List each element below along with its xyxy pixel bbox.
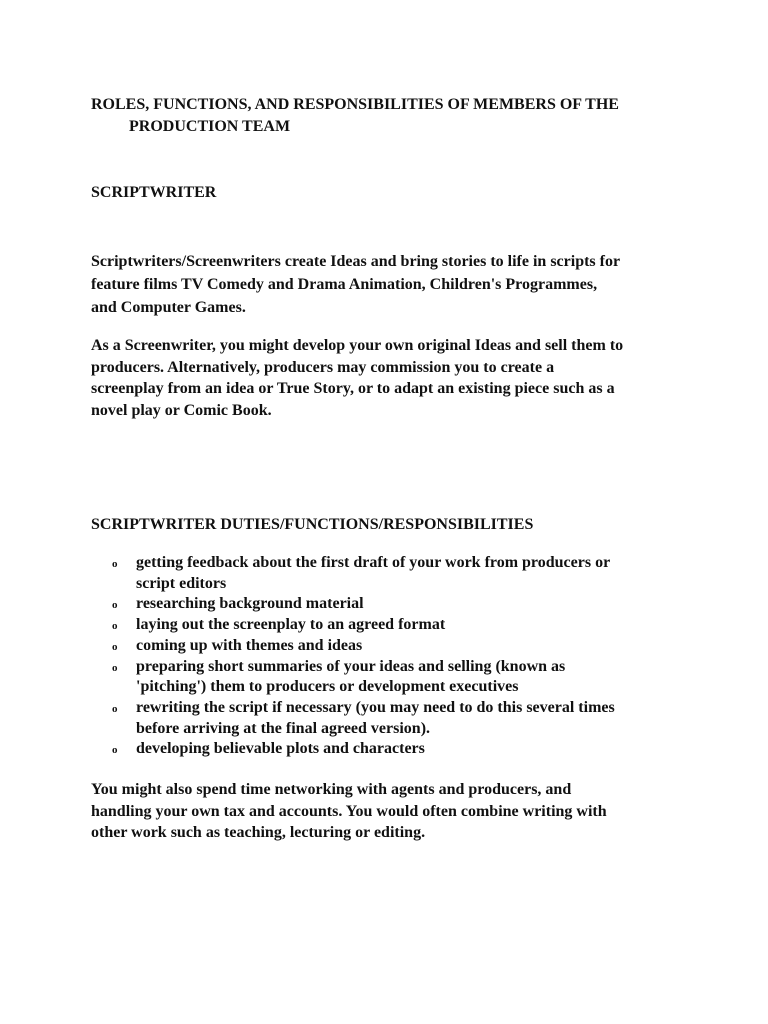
list-item-text: researching background material: [136, 595, 364, 613]
intro-line: and Computer Games.: [91, 299, 246, 316]
title-line-1: ROLES, FUNCTIONS, AND RESPONSIBILITIES OF MEMBERS OF THE: [91, 96, 619, 113]
closing-paragraph: [91, 779, 691, 844]
document-title: [91, 94, 691, 138]
duties-list: [91, 553, 691, 760]
list-item: [91, 553, 691, 594]
paragraph-line: novel play or Comic Book.: [91, 401, 272, 419]
closing-line: handling your own tax and accounts. You would often combine writing with: [91, 802, 607, 820]
list-item: [91, 636, 691, 657]
paragraph-line: screenplay from an idea or True Story, or to adapt an existing piece such as a: [91, 380, 615, 397]
list-item: [91, 698, 691, 739]
list-item: [91, 615, 691, 636]
list-item-text: 'pitching') them to producers or development executives: [136, 678, 519, 696]
list-item-text: script editors: [136, 574, 227, 592]
list-item-text: getting feedback about the first draft of your work from producers or: [136, 554, 611, 571]
intro-paragraph: [91, 250, 691, 319]
intro-line: Scriptwriters/Screenwriters create Ideas and bring stories to life in scripts for: [91, 253, 621, 270]
list-item-text: preparing short summaries of your ideas and selling (known as: [136, 657, 566, 675]
closing-line: You might also spend time networking with agents and producers, and: [91, 781, 572, 798]
paragraph-line: producers. Alternatively, producers may commission you to create a: [91, 358, 555, 376]
bullet-icon: o: [112, 744, 118, 757]
section-heading: SCRIPTWRITER: [91, 184, 217, 201]
list-item-text: before arriving at the final agreed version).: [136, 719, 431, 737]
list-item-text: rewriting the script if necessary (you may need to do this several times: [136, 698, 615, 716]
bullet-icon: o: [112, 702, 118, 715]
bullet-icon: o: [112, 558, 118, 570]
closing-line: other work such as teaching, lecturing or editing.: [91, 824, 426, 841]
screenwriter-paragraph: [91, 335, 691, 421]
list-item: [91, 739, 691, 760]
intro-line: feature films TV Comedy and Drama Animation, Children's Programmes,: [91, 276, 598, 293]
bullet-icon: o: [112, 640, 118, 653]
bullet-icon: o: [112, 661, 118, 674]
title-line-2: PRODUCTION TEAM: [129, 118, 291, 135]
list-item-text: laying out the screenplay to an agreed format: [136, 616, 446, 634]
bullet-icon: o: [112, 599, 118, 612]
list-item-text: developing believable plots and characters: [136, 740, 425, 758]
list-item: [91, 594, 691, 615]
list-item-text: coming up with themes and ideas: [136, 636, 363, 654]
bullet-icon: o: [112, 620, 118, 633]
list-item: [91, 657, 691, 698]
paragraph-line: As a Screenwriter, you might develop your own original Ideas and sell them to: [91, 337, 624, 354]
duties-heading: SCRIPTWRITER DUTIES/FUNCTIONS/RESPONSIBILITIES: [91, 516, 534, 533]
